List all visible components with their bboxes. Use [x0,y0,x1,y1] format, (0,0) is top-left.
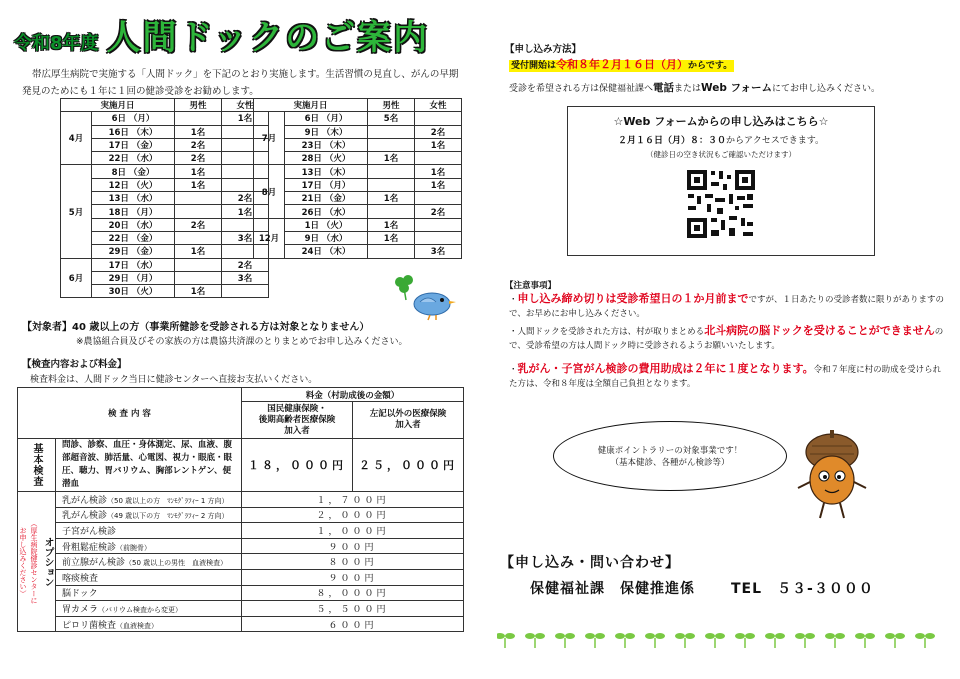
option-price: １，０００円 [242,523,464,539]
schedule-male: 1名 [175,285,222,298]
schedule-date: 24日 （木） [285,245,368,258]
schedule-female: 1名 [222,205,269,218]
option-row [18,492,464,508]
schedule-female: 2名 [222,258,269,271]
schedule-row [254,245,462,258]
schedule-female: 1名 [415,165,462,178]
option-sub: （50 歳以上の方 ﾏﾝﾓｸﾞﾗﾌｨｰ 1 方向） [107,496,229,505]
option-label: オプション [42,536,53,587]
option-row [18,507,464,523]
schedule-male [368,138,415,151]
start-label: 受付開始は [511,61,557,71]
target-note: ※農協組合員及びその家族の方は農協共済課のとりまとめでお申し込みください。 [76,337,408,347]
schedule-male: 2名 [175,138,222,151]
title-year: 令和8年度 [14,33,99,54]
schedule-female [415,112,462,125]
fee-table [17,387,464,632]
option-row [18,523,464,539]
schedule-date: 30日 （火） [92,285,175,298]
option-price: ６００円 [242,616,464,632]
title-main: 人間ドックのご案内 [106,18,430,58]
option-title: 脳ドック [62,589,98,600]
schedule-header-male: 男性 [175,99,222,112]
schedule-male [175,192,222,205]
schedule-male: 1名 [368,152,415,165]
option-title: 胃カメラ [62,604,99,615]
option-name [56,616,242,632]
sprout-border [497,628,949,650]
basic-price-national: １８，０００円 [242,439,353,492]
fee-heading: 【検査内容および料金】 [22,359,127,370]
sprout-icon [735,633,755,648]
bubble-line-1: 健康ポイントラリーの対象事業です！ [597,446,743,456]
schedule-header-date: 実施月日 [254,99,368,112]
schedule-male [175,231,222,244]
sprout-icon [585,633,605,648]
acorn-mascot-icon [792,430,872,522]
option-price: ９００円 [242,538,464,554]
target-heading [22,318,369,333]
schedule-row [254,152,462,165]
schedule-female: 1名 [415,178,462,191]
schedule-date: 17日 （水） [92,258,175,271]
sprout-icon [555,633,575,648]
note-item-1: ・申し込み締め切りは受診希望日の１か月前までですが、１日あたりの受診者数に限りがありますので、お早めにお申し込みください。 [509,292,945,319]
option-note-2: お申し込みください） [19,526,27,597]
intro-text: 帯広厚生病院で実施する「人間ドック」を下記のとおり実施します。生活習慣の見直し、がんの早期発見のためにも１年に１回の健診受診をお勧めします。 [22,69,459,97]
clover-icon [395,275,413,300]
access-time: ２月１６日（月）８：３０ [617,136,726,146]
application-start [509,56,734,72]
other-insurance-header: 左記以外の医療保険 加入者 [353,402,464,439]
schedule-date: 28日 （火） [285,152,368,165]
schedule-date: 8日 （金） [92,165,175,178]
schedule-male [368,178,415,191]
inquiry-title: 【申し込み・問い合わせ】 [500,555,680,571]
schedule-row [254,112,462,125]
schedule-male: 1名 [368,192,415,205]
schedule-header-male: 男性 [368,99,415,112]
note1-emphasis: 申し込み締め切りは受診希望日の１か月前まで [517,292,749,305]
schedule-row [61,285,269,298]
schedule-male [175,112,222,125]
schedule-date: 26日 （水） [285,205,368,218]
schedule-month: 12月 [254,218,285,258]
schedule-date: 17日 （金） [92,138,175,151]
method-c: にてお申し込みください。 [772,84,881,94]
schedule-row [254,231,462,244]
option-price: １，７００円 [242,492,464,508]
schedule-month: 6月 [61,258,92,298]
schedule-female: 2名 [415,125,462,138]
schedule-male [175,258,222,271]
option-title: 乳がん検診 [62,511,108,522]
schedule-female: 3名 [415,245,462,258]
method-web: Web フォーム [701,82,773,94]
schedule-row [254,192,462,205]
exam-header: 検 査 内 容 [18,388,242,439]
basic-price-other: ２５，０００円 [353,439,464,492]
schedule-row [254,125,462,138]
schedule-date: 13日 （水） [92,192,175,205]
note-item-3: ・乳がん・子宮がん検診の費用助成は２年に１度となります。令和７年度に村の助成を受けられた方は、令和８年度は全額自己負担となります。 [509,362,942,389]
schedule-date: 16日 （木） [92,125,175,138]
schedule-header-female: 女性 [222,99,269,112]
schedule-male: 1名 [175,125,222,138]
method-phone: 電話 [653,82,675,94]
schedule-female: 2名 [222,192,269,205]
schedule-male: 1名 [175,165,222,178]
option-sub: （49 歳以下の方 ﾏﾝﾓｸﾞﾗﾌｨｰ 2 方向） [107,512,229,521]
start-suffix: からです。 [688,61,733,71]
option-price: ５，５００円 [242,601,464,617]
schedule-date: 9日 （木） [285,125,368,138]
web-box-note: （健診日の空き状況もご確認いただけます） [646,150,796,159]
schedule-male: 2名 [175,152,222,165]
option-title: 喀痰検査 [62,573,99,584]
inquiry-tel[interactable]: TEL ５３-３０００ [731,581,874,597]
web-form-box[interactable] [567,106,875,256]
schedule-female [415,218,462,231]
schedule-row [61,165,269,178]
schedule-date: 18日 （月） [92,205,175,218]
schedule-date: 1日 （火） [285,218,368,231]
schedule-male: 5名 [368,112,415,125]
target-label: 【対象者】 [22,322,72,333]
schedule-row [61,271,269,284]
schedule-month: 4月 [61,112,92,165]
schedule-row [61,152,269,165]
option-sub: （50 歳以上の男性 血液検査） [125,559,228,568]
schedule-date: 6日 （月） [92,112,175,125]
schedule-month: 5月 [61,165,92,258]
schedule-date: 23日 （木） [285,138,368,151]
schedule-row [254,205,462,218]
schedule-date: 20日 （水） [92,218,175,231]
start-highlight [509,60,734,72]
schedule-row [61,112,269,125]
option-price: ８，０００円 [242,585,464,601]
sprout-icon [675,633,695,648]
schedule-date: 29日 （月） [92,271,175,284]
web-box-access [568,133,874,146]
basic-items: 問診、診察、血圧・身体測定、尿、血液、腹部超音波、肺活量、心電図、視力・眼底・眼圧、聴力、胃バリウム、胸部レントゲン、便潜血 [56,439,242,492]
schedule-row [61,218,269,231]
schedule-female [415,152,462,165]
schedule-date: 22日 （水） [92,152,175,165]
schedule-female [222,285,269,298]
bubble-line-2: （基本健診、各種がん検診等） [610,458,730,468]
schedule-male: 2名 [175,218,222,231]
schedule-row [61,258,269,271]
schedule-date: 6日 （月） [285,112,368,125]
schedule-date: 13日 （木） [285,165,368,178]
schedule-header-date: 実施月日 [61,99,175,112]
option-name [56,601,242,617]
schedule-male [368,125,415,138]
application-method [509,80,880,95]
access-suffix: からアクセスできます。 [726,136,825,146]
schedule-male: 1名 [368,218,415,231]
schedule-row [254,218,462,231]
schedule-male [368,165,415,178]
sprout-icon [915,633,935,648]
schedule-row [61,178,269,191]
schedule-row [254,178,462,191]
option-name [56,569,242,585]
note-item-2: ・人間ドックを受診された方は、村が取りまとめる北斗病院の脳ドックを受けることができませんので、受診希望の方は人間ドック時に受診されるようお願いいたします。 [509,324,944,351]
option-title: 骨粗鬆症検診 [62,542,117,553]
bird-icon [414,293,456,320]
schedule-male [175,271,222,284]
notes-heading: 【注意事項】 [505,281,557,291]
sprout-icon [795,633,815,648]
schedule-male: 1名 [368,231,415,244]
option-row [18,601,464,617]
option-name [56,538,242,554]
web-box-title: ☆Web フォームからの申し込みはこちら☆ [613,115,829,128]
schedule-female: 3名 [222,231,269,244]
schedule-date: 17日 （月） [285,178,368,191]
schedule-header-female: 女性 [415,99,462,112]
schedule-row [61,125,269,138]
schedule-date: 21日 （金） [285,192,368,205]
option-title: 乳がん検診 [62,495,108,506]
sprout-icon [885,633,905,648]
sprout-icon [525,633,545,648]
schedule-male: 1名 [175,178,222,191]
schedule-female [415,192,462,205]
option-row [18,585,464,601]
option-row [18,554,464,570]
schedule-month: 7月 [254,112,285,165]
sprout-icon [765,633,785,648]
schedule-row [61,245,269,258]
schedule-date: 29日 （金） [92,245,175,258]
schedule-row [61,231,269,244]
price-header: 料金（村助成後の金額） [242,388,464,402]
option-row [18,538,464,554]
inquiry-box [500,552,908,600]
schedule-month: 8月 [254,165,285,218]
note3-rest: 令和７年度に村の助成を受けられた方は、令和８年度は全額自己負担となります。 [509,365,942,389]
national-insurance-header: 国民健康保険・ 後期高齢者医療保険 加入者 [242,402,353,439]
option-name [56,507,242,523]
schedule-row [61,205,269,218]
schedule-row [61,192,269,205]
sprout-icon [825,633,845,648]
qr-code-icon[interactable] [685,168,757,240]
note2-emphasis: 北斗病院の脳ドックを受けることができません [704,324,935,337]
sprout-icon [645,633,665,648]
option-title: 前立腺がん検診 [62,558,126,569]
start-date: 令和８年２月１６日（月） [556,58,689,71]
option-label-cell [18,492,56,632]
schedule-female: 1名 [415,138,462,151]
option-price: ８００円 [242,554,464,570]
basic-label: 基本検査 [31,443,42,487]
target-text: 40 歳以上の方（事業所健診を受診される方は対象となりません） [72,322,370,333]
schedule-female: 1名 [222,112,269,125]
option-row [18,569,464,585]
schedule-male [368,205,415,218]
schedule-row [61,138,269,151]
schedule-female [415,231,462,244]
bird-illustration [390,272,460,322]
schedule-female: 3名 [222,271,269,284]
option-price: ２，０００円 [242,507,464,523]
method-b: または [674,84,702,94]
note2-b: ので、受診希望の方は人間ドック時に受診されるようお願いいたします。 [509,327,944,351]
schedule-date: 9日 （水） [285,231,368,244]
inquiry-contact [530,578,908,598]
schedule-female: 2名 [415,205,462,218]
sprout-icon [497,633,515,648]
method-a: 受診を希望される方は保健福祉課へ [509,84,654,94]
fee-note: 検査料金は、人間ドック当日に健診センターへ直接お支払いください。 [30,375,318,385]
schedule-date: 12日 （火） [92,178,175,191]
inquiry-dept: 保健福祉課 保健推進係 [530,581,695,597]
option-title: 子宮がん検診 [62,526,117,537]
option-title: ピロリ菌検査 [62,620,117,631]
option-note-1: （厚生病院健診センターに [30,519,38,604]
schedule-date: 22日 （金） [92,231,175,244]
speech-bubble [553,421,787,491]
option-name [56,585,242,601]
option-sub: （バリウム検査から変更） [98,605,182,614]
note1-rest: ですが、１日あたりの受診者数に限りがありますので、お早めにお申し込みください。 [509,295,945,319]
note3-emphasis: 乳がん・子宮がん検診の費用助成は２年に１度となります。 [517,362,814,375]
schedule-male: 1名 [175,245,222,258]
schedule-row [254,165,462,178]
option-row [18,616,464,632]
schedule-row [254,138,462,151]
basic-label-cell [18,439,56,492]
option-sub: （血液検査） [116,621,159,630]
application-heading: 【申し込み方法】 [505,44,582,55]
sprout-icon [705,633,725,648]
option-name [56,554,242,570]
schedule-male [368,245,415,258]
note2-a: 人間ドックを受診された方は、村が取りまとめる [517,327,705,337]
schedule-table-left [60,98,269,298]
option-sub: （前腕骨） [116,543,152,552]
schedule-male [175,205,222,218]
sprout-icon [615,633,635,648]
option-price: ９００円 [242,569,464,585]
option-name [56,492,242,508]
page-title [14,10,429,59]
schedule-table-right [253,98,462,259]
sprout-icon [855,633,875,648]
option-name [56,523,242,539]
